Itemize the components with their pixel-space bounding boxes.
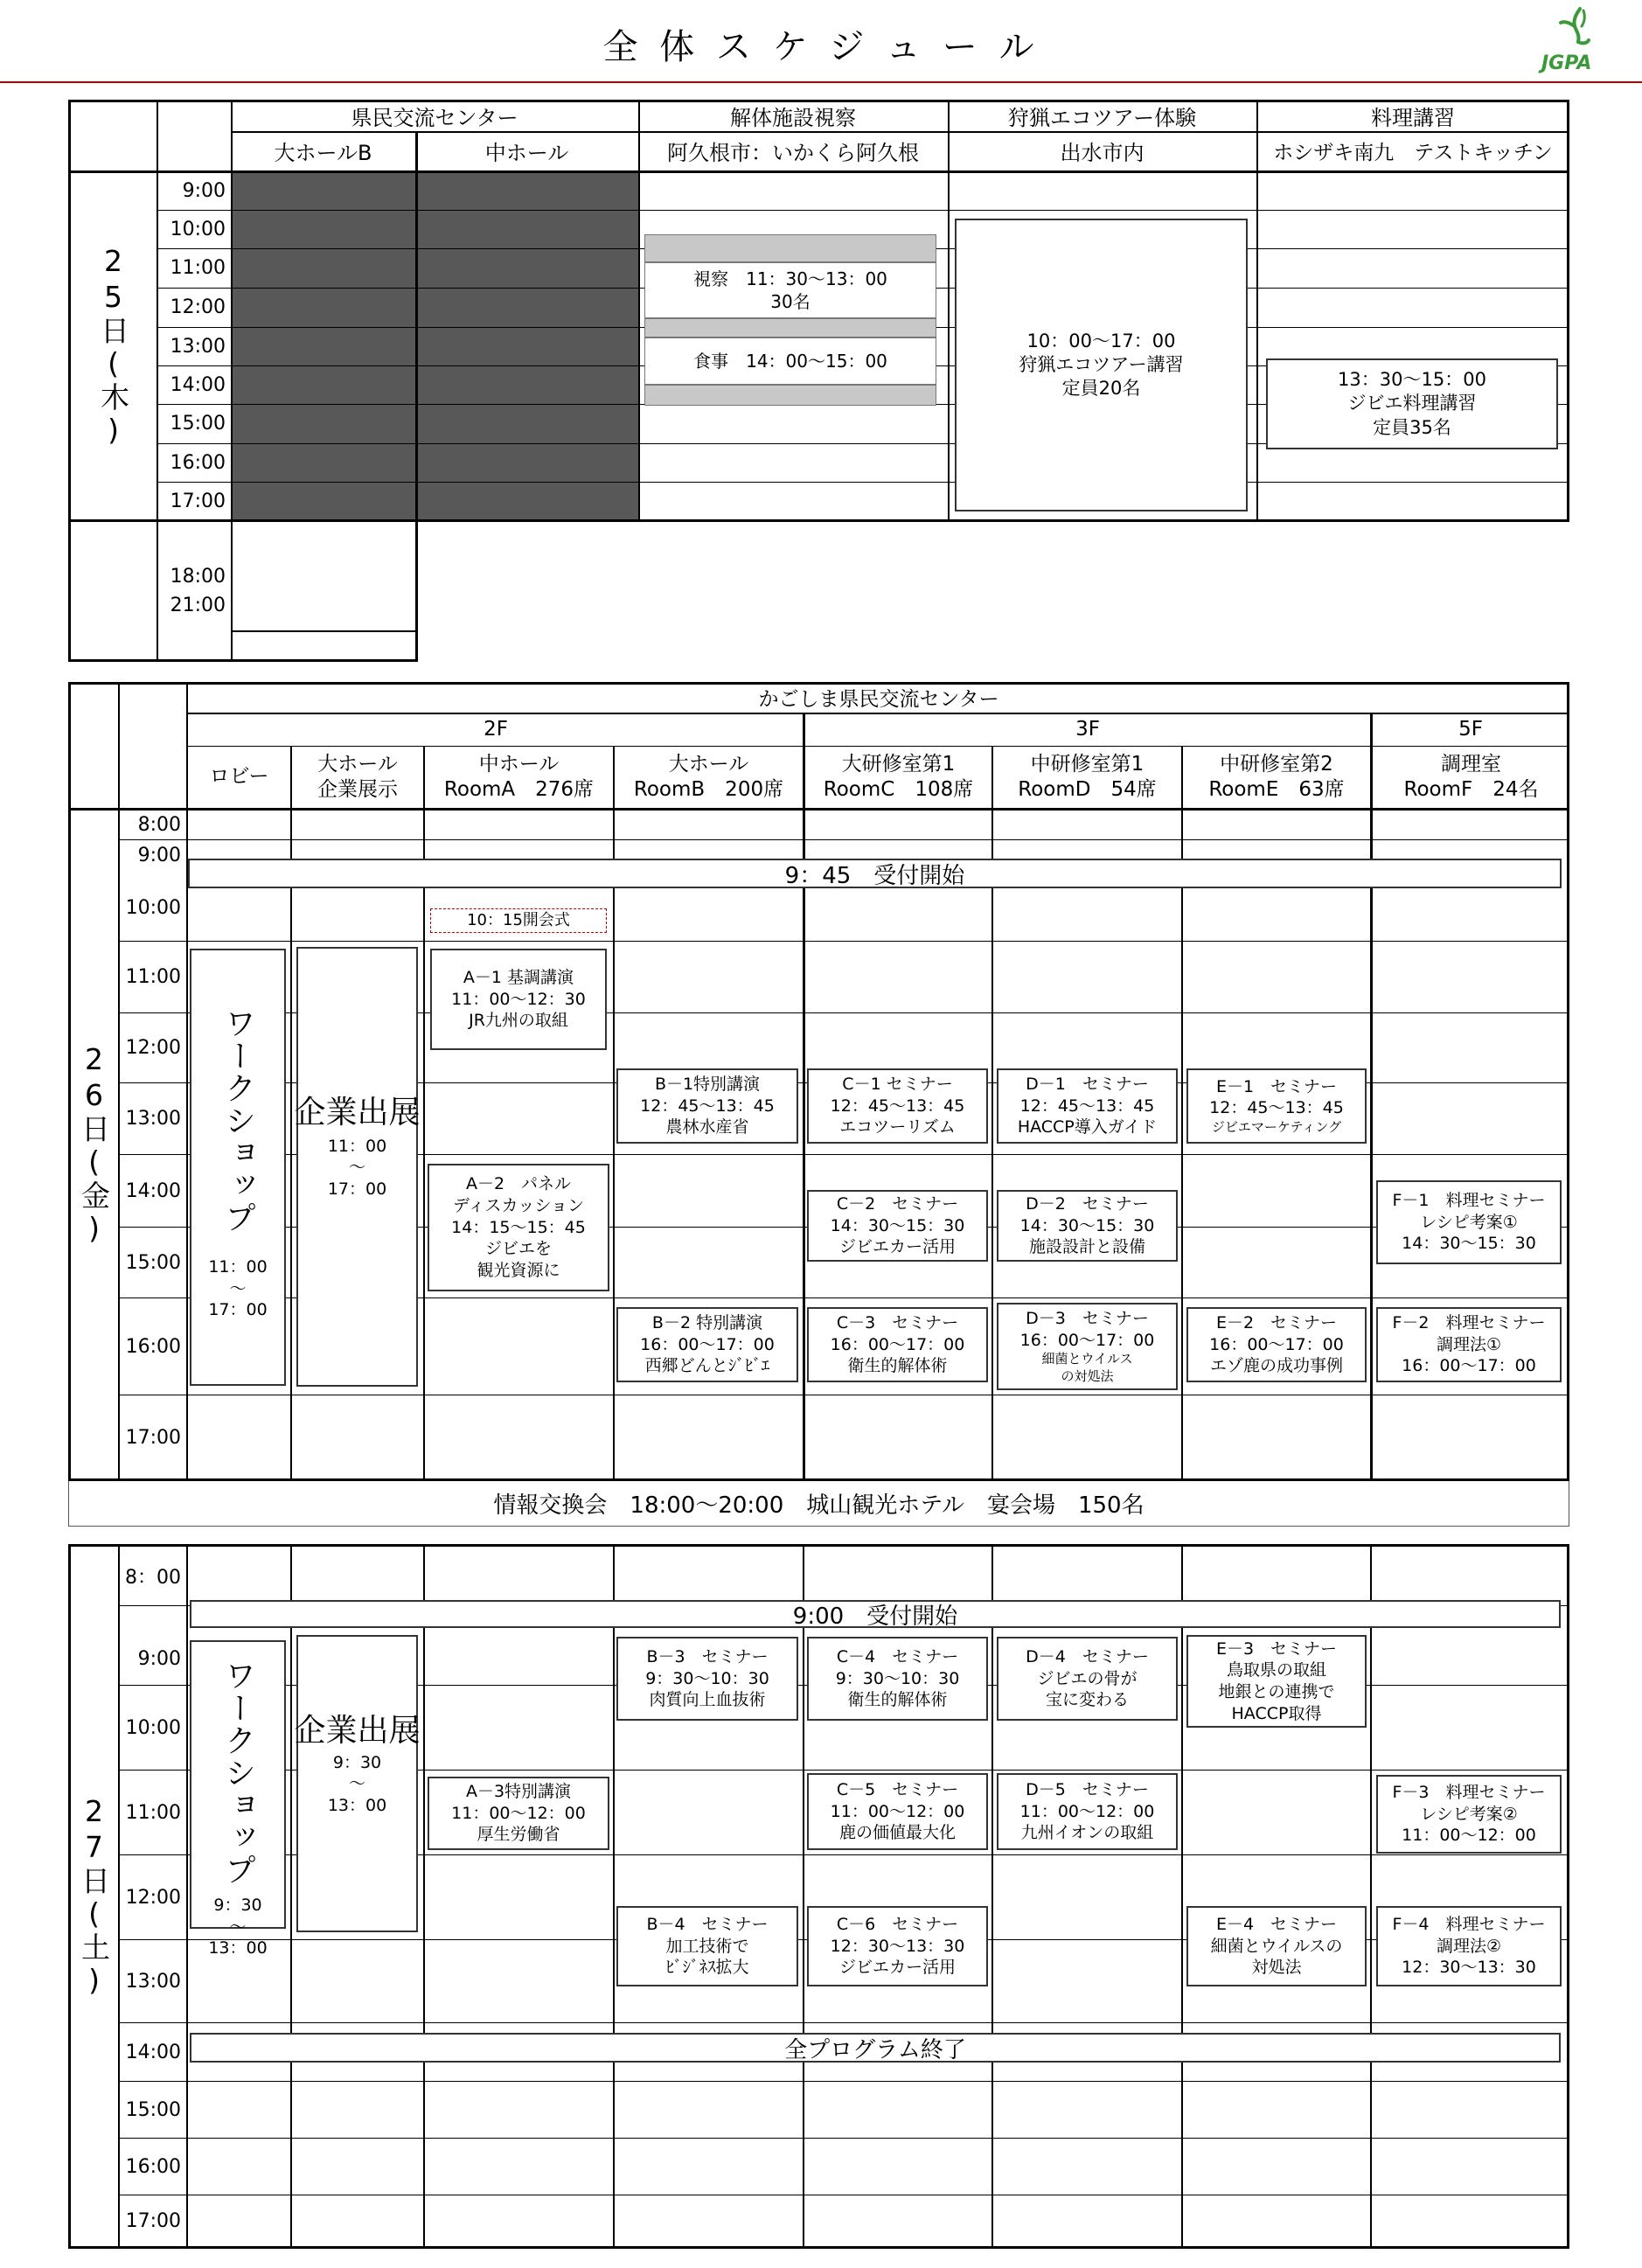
- page-title: 全 体 ス ケ ジ ュ ー ル: [602, 27, 1040, 67]
- time-label: 16:00: [170, 451, 226, 474]
- time-label: 11:00: [125, 966, 181, 988]
- session-e4: E－4 セミナー 細菌とウイルスの 対処法: [1186, 1906, 1367, 1986]
- time-label: 17:00: [170, 490, 226, 512]
- closed-block-middle-hall: [416, 172, 639, 519]
- time-label: 12:00: [125, 1886, 181, 1909]
- time-label: 8：00: [125, 1567, 181, 1589]
- time-label: 15:00: [125, 1251, 181, 1274]
- room-header-kitchen: ホシザキ南九 テストキッチン: [1273, 142, 1553, 164]
- session-d3: D－3 セミナー 16：00～17：00 細菌とウイルス の対処法: [997, 1303, 1178, 1390]
- session-b3: B－3 セミナー 9：30～10：30 肉質向上血抜術: [616, 1637, 798, 1721]
- event-ecotour: 10：00～17：00 狩猟エコツアー講習 定員20名: [955, 219, 1248, 511]
- room-header-room-e: 中研修室第2 RoomE 63席: [1208, 752, 1345, 801]
- room-header-room-f: 調理室 RoomF 24名: [1403, 752, 1539, 801]
- time-label: 10:00: [170, 218, 226, 240]
- room-header-lobby: ロビー: [209, 765, 269, 789]
- session-e3: E－3 セミナー 鳥取県の取組 地銀との連携で HACCP取得: [1186, 1635, 1367, 1728]
- gray-band: [644, 385, 936, 406]
- session-f1: F－1 料理セミナー レシピ考案① 14：30～15：30: [1376, 1180, 1562, 1264]
- room-header-room-c: 大研修室第1 RoomC 108席: [823, 752, 974, 801]
- session-f4: F－4 料理セミナー 調理法② 12：30～13：30: [1376, 1906, 1562, 1986]
- time-label: 16:00: [125, 2155, 181, 2178]
- session-f2: F－2 料理セミナー 調理法① 16：00～17：00: [1376, 1307, 1562, 1382]
- event-cooking-class: 13：30～15：00 ジビエ料理講習 定員35名: [1266, 358, 1558, 449]
- day1-label: 25日(木): [96, 244, 130, 449]
- gray-band: [644, 234, 936, 262]
- session-c2: C－2 セミナー 14：30～15：30 ジビエカー活用: [807, 1190, 988, 1262]
- session-c1: C－1 セミナー 12：45～13：45 エコツーリズム: [807, 1068, 988, 1144]
- session-f3: F－3 料理セミナー レシピ考案② 11：00～12：00: [1376, 1775, 1562, 1854]
- room-header-room-a: 中ホール RoomA 276席: [443, 752, 595, 801]
- time-label: 17:00: [125, 2209, 181, 2232]
- event-inspection: 視察 11：30～13：00 30名: [644, 262, 936, 318]
- time-label: 9:00: [137, 844, 181, 866]
- venue-header-inspection: 解体施設視察: [730, 105, 856, 130]
- gray-band: [644, 318, 936, 337]
- time-label: 14:00: [170, 373, 226, 396]
- room-header-room-b: 大ホール RoomB 200席: [633, 752, 784, 801]
- session-d5: D－5 セミナー 11：00～12：00 九州イオンの取組: [997, 1773, 1178, 1850]
- event-opening-ceremony: 10：15開会式: [430, 908, 607, 933]
- time-label: 9:00: [137, 1647, 181, 1670]
- session-d4: D－4 セミナー ジビエの骨が 宝に変わる: [997, 1637, 1178, 1721]
- time-label: 13:00: [125, 1108, 181, 1130]
- floor-header-3f: 3F: [1075, 718, 1100, 741]
- floor-header-2f: 2F: [484, 718, 508, 741]
- time-label: 11:00: [170, 257, 226, 279]
- time-label: 14:00: [125, 1179, 181, 1202]
- time-label: 12:00: [170, 296, 226, 318]
- time-label: 11:00: [125, 1801, 181, 1824]
- room-header-middle-hall: 中ホール: [484, 141, 569, 165]
- event-company-exhibit: 企業出展 9：30 ～ 13：00: [296, 1635, 418, 1932]
- program-end-banner: 全プログラム終了: [190, 2033, 1561, 2063]
- reception-banner: 9:00 受付開始: [190, 1600, 1561, 1628]
- room-header-room-d: 中研修室第1 RoomD 54席: [1018, 752, 1157, 801]
- event-workshop: ワークショップ 9：30 ～ 13：00: [190, 1640, 286, 1929]
- room-header-exhibit: 大ホール 企業展示: [317, 752, 398, 801]
- time-label: 9:00: [182, 179, 226, 202]
- time-label: 15:00: [170, 413, 226, 435]
- room-header-hall-b: 大ホールB: [274, 141, 372, 165]
- logo-text: JGPA: [1541, 52, 1592, 74]
- venue-header-cooking: 料理講習: [1371, 105, 1455, 130]
- floor-header-5f: 5F: [1458, 718, 1483, 741]
- session-a1: A－1 基調講演 11：00～12：30 JR九州の取組: [430, 949, 607, 1050]
- time-label: 10:00: [125, 896, 181, 919]
- session-d2: D－2 セミナー 14：30～15：30 施設設計と設備: [997, 1190, 1178, 1262]
- reception-banner: 9：45 受付開始: [188, 859, 1562, 888]
- session-b4: B－4 セミナー 加工技術で ﾋﾞｼﾞﾈｽ拡大: [616, 1906, 798, 1986]
- session-c4: C－4 セミナー 9：30～10：30 衛生的解体術: [807, 1637, 988, 1721]
- venue-header-center: 県民交流センター: [351, 105, 518, 130]
- venue-header-ecotour: 狩猟エコツアー体験: [1007, 105, 1197, 130]
- jgpa-logo: [1534, 2, 1613, 80]
- session-e2: E－2 セミナー 16：00～17：00 エゾ鹿の成功事例: [1186, 1307, 1367, 1382]
- session-d1: D－1 セミナー 12：45～13：45 HACCP導入ガイド: [997, 1068, 1178, 1144]
- session-a3: A－3特別講演 11：00～12：00 厚生労働省: [428, 1777, 609, 1850]
- time-label: 21:00: [170, 594, 226, 616]
- session-b2: B－2 特別講演 16：00～17：00 西郷どんとｼﾞﾋﾞｴ: [616, 1307, 798, 1382]
- time-label: 16:00: [125, 1335, 181, 1358]
- event-meal: 食事 14：00～15：00: [644, 337, 936, 385]
- title-rule: [0, 81, 1642, 83]
- exchange-party-banner: 情報交換会 18:00～20:00 城山観光ホテル 宴会場 150名: [68, 1481, 1569, 1527]
- time-label: 8:00: [137, 814, 181, 836]
- session-e1: E－1 セミナー 12：45～13：45 ジビエマーケティング: [1186, 1068, 1367, 1144]
- session-c5: C－5 セミナー 11：00～12：00 鹿の価値最大化: [807, 1773, 988, 1850]
- time-label: 14:00: [125, 2041, 181, 2063]
- room-header-akune: 阿久根市：いかくら阿久根: [667, 141, 919, 165]
- time-label: 13:00: [125, 1970, 181, 1993]
- day3-label: 27日(土): [77, 1794, 111, 1999]
- session-a2: A－2 パネル ディスカッション 14：15～15：45 ジビエを 観光資源に: [428, 1164, 609, 1291]
- closed-block-hall-b: [232, 172, 416, 519]
- time-label: 13:00: [170, 335, 226, 358]
- venue-header: かごしま県民交流センター: [758, 688, 999, 711]
- day2-label: 26日(金): [77, 1042, 111, 1247]
- session-c6: C－6 セミナー 12：30～13：30 ジビエカー活用: [807, 1906, 988, 1986]
- time-label: 17:00: [125, 1426, 181, 1449]
- event-workshop: ワークショップ 11：00 ～ 17：00: [190, 949, 286, 1386]
- time-label: 18:00: [170, 565, 226, 588]
- time-label: 10:00: [125, 1716, 181, 1739]
- session-c3: C－3 セミナー 16：00～17：00 衛生的解体術: [807, 1307, 988, 1382]
- time-label: 12:00: [125, 1037, 181, 1059]
- time-label: 15:00: [125, 2098, 181, 2121]
- event-company-exhibit: 企業出展 11：00 ～ 17：00: [296, 947, 418, 1387]
- session-b1: B－1特別講演 12：45～13：45 農林水産省: [616, 1068, 798, 1144]
- room-header-izumi: 出水市内: [1060, 141, 1145, 165]
